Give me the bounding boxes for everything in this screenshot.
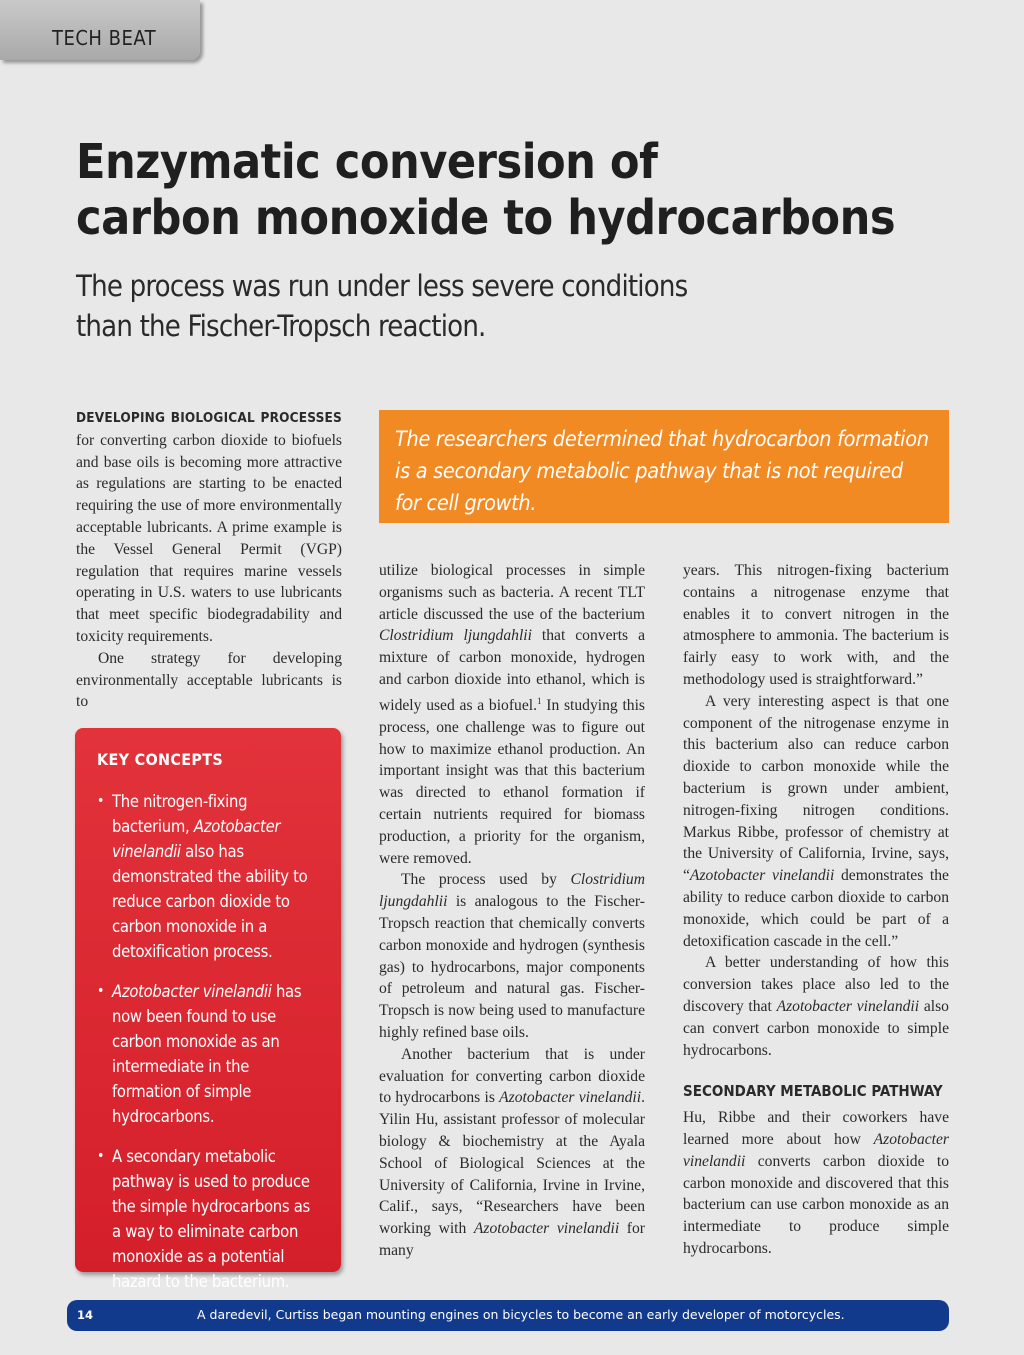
subtitle-line-1: The process was run under less severe conditions [76, 269, 688, 303]
pull-quote [379, 410, 949, 523]
key-concept-item: • Azotobacter vinelandii has now been found to use carbon monoxide as an intermediate in the formation of simple hydrocarbons. [97, 979, 321, 1129]
section-subhead: SECONDARY METABOLIC PATHWAY [683, 1082, 943, 1101]
col1-paragraph-1: DEVELOPING BIOLOGICAL PROCESSES for converting carbon dioxide to biofuels and base oils is becoming more attractive as regulations are starting to be enacted requiring the use of more environmentally acceptable lubricants. A prime example is the Vessel General Permit (VGP) regulation that requires marine vessels operating in U.S. waters to use lubricants that meet specific biodegradability and toxicity requirements. [76, 410, 342, 645]
key-concepts-box [75, 728, 341, 1291]
footer-fact: A daredevil, Curtiss began mounting engines on bicycles to become an early developer of motorcycles. [197, 1307, 845, 1322]
subtitle-line-2: than the Fischer-Tropsch reaction. [76, 309, 486, 343]
col1-paragraph-2: One strategy for developing environmentally acceptable lubricants is to [76, 649, 342, 711]
section-tab [0, 0, 200, 60]
pull-quote-line-3: for cell growth. [395, 491, 537, 516]
key-concepts-heading: KEY CONCEPTS [97, 750, 223, 769]
col2-paragraph-3: Another bacterium that is under evaluation for converting carbon dioxide to hydrocarbons is Azotobacter vinelandii. Yilin Hu, assistant professor of molecular biology & biochemistry at the Ayala School of Biological Sciences at the University of California, Irvine in Irvine, Calif., says, “Researchers have been working with Azotobacter vinelandii for many [379, 1045, 645, 1259]
col2-paragraph-2: The process used by Clostridium ljungdahlii is analogous to the Fischer-Tropsch reaction that chemically converts carbon monoxide and hydrogen (synthesis gas) to hydrocarbons, major components of petroleum and natural gas. Fischer-Tropsch is now being used to manufacture highly refined base oils. [379, 871, 645, 1041]
col3-paragraph-2: A very interesting aspect is that one component of the nitrogenase enzyme in this bacterium also can reduce carbon dioxide to carbon monoxide while the bacterium is grown under ambient, nitrogen-fixing nitrogen conditions. Markus Ribbe, professor of chemistry at the University of California, Irvine, says, “Azotobacter vinelandii demonstrates the ability to reduce carbon dioxide to carbon monoxide, which could be part of a detoxification cascade in the cell.” [683, 692, 949, 950]
page-number: 14 [77, 1308, 94, 1322]
article-subtitle [76, 266, 696, 346]
title-line-2: carbon monoxide to hydrocarbons [76, 190, 896, 246]
column-3 [683, 560, 949, 1260]
pull-quote-line-1: The researchers determined that hydrocarbon formation [395, 427, 929, 452]
footer-bar [67, 1300, 949, 1331]
article-title [76, 134, 976, 246]
key-concept-item: • The nitrogen-fixing bacterium, Azotobacter vinelandii also has demonstrated the ability to reduce carbon dioxide to carbon monoxide in a detoxification process. [97, 789, 321, 964]
key-concepts-list [97, 789, 321, 1294]
key-concept-item: • A secondary metabolic pathway is used to produce the simple hydrocarbons as a way to eliminate carbon monoxide as a potential hazard to the bacterium. [97, 1144, 321, 1294]
footnote-ref: 1 [537, 695, 542, 706]
col3-paragraph-4: Hu, Ribbe and their coworkers have learned more about how Azotobacter vinelandii converts carbon dioxide to carbon monoxide and discovered that this bacterium can use carbon monoxide as an intermediate to produce simple hydrocarbons. [683, 1109, 949, 1257]
pull-quote-line-2: is a secondary metabolic pathway that is not required [395, 459, 903, 484]
column-2 [379, 560, 645, 1262]
title-line-1: Enzymatic conversion of [76, 134, 658, 190]
col2-paragraph-1: utilize biological processes in simple organisms such as bacteria. A recent TLT article discussed the use of the bacterium Clostridium ljungdahlii that converts a mixture of carbon monoxide, hydrogen and carbon dioxide into ethanol, which is widely used as a biofuel.$^1$ In studying this process, one challenge was to figure out how to maximize ethanol production. An important insight was that this bacterium was directed to ethanol formation if certain nutrients required for biomass production, a priority for the organism, were removed. [379, 562, 645, 867]
lead-in: DEVELOPING BIOLOGICAL PROCESSES [76, 410, 342, 426]
col3-paragraph-3: A better understanding of how this conversion takes place also led to the discovery that Azotobacter vinelandii also can convert carbon monoxide to simple hydrocarbons. [683, 954, 949, 1059]
column-1 [76, 407, 342, 713]
col3-paragraph-1: years. This nitrogen-fixing bacterium contains a nitrogenase enzyme that enables it to convert nitrogen in the atmosphere to ammonia. The bacterium is fairly easy to work with, and the methodology used is straightforward.” [683, 562, 949, 688]
section-tab-label: TECH BEAT [52, 26, 157, 50]
